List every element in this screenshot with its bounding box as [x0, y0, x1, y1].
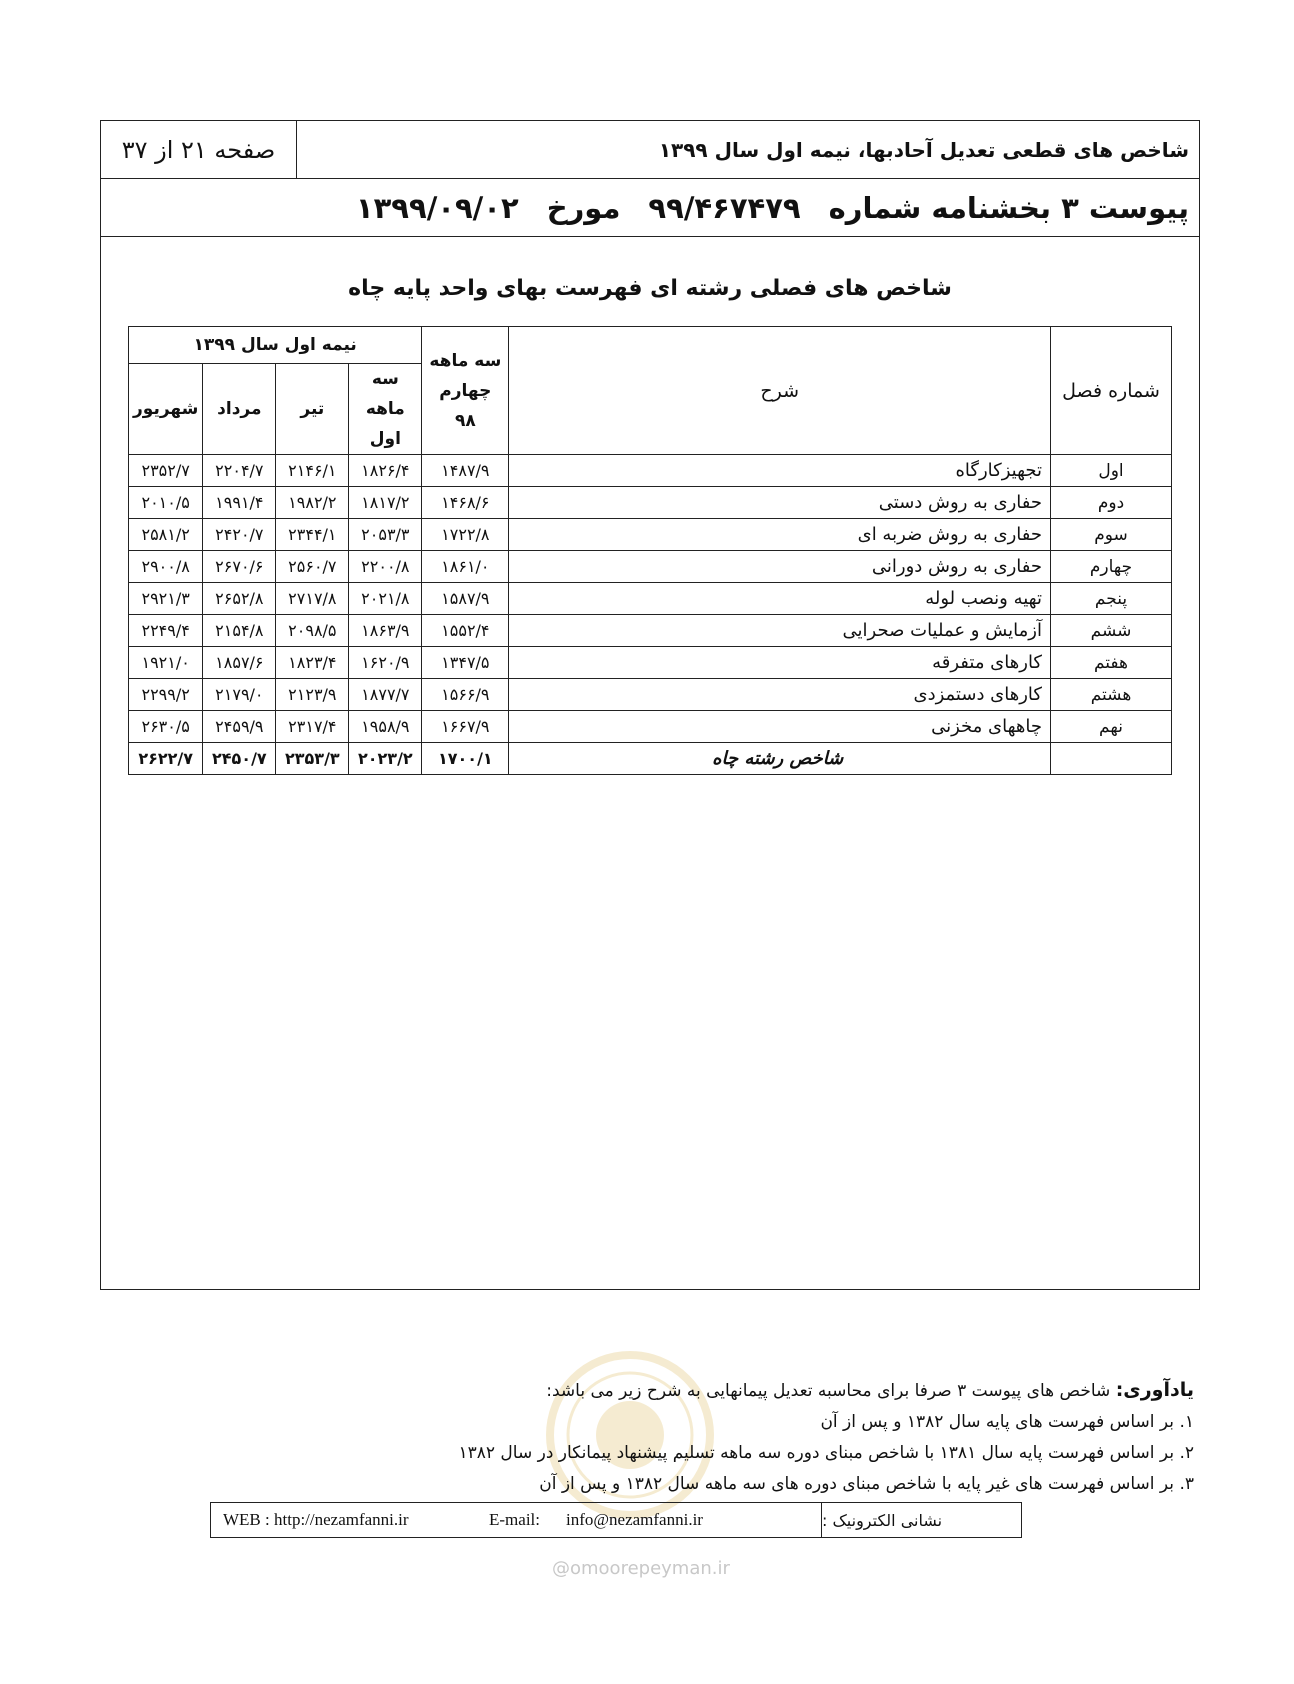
header-q1: سه ماهه اول — [349, 364, 422, 455]
row-description: تهیه ونصب لوله — [509, 583, 1051, 615]
row-shahrivar: ۲۹۰۰/۸ — [129, 551, 203, 583]
note-item-2: ۲. بر اساس فهرست پایه سال ۱۳۸۱ با شاخص مبنای دوره سه ماهه تسلیم پیشنهاد پیمانکار در سال ۱۳۸۲ — [458, 1443, 1194, 1463]
watermark-text: @omoorepeyman.ir — [552, 1558, 730, 1579]
row-q1: ۲۰۲۱/۸ — [349, 583, 422, 615]
row-q1: ۱۸۷۷/۷ — [349, 679, 422, 711]
row-mordad: ۲۴۵۹/۹ — [203, 711, 276, 743]
row-mordad: ۲۶۵۲/۸ — [203, 583, 276, 615]
row-mordad: ۲۱۷۹/۰ — [203, 679, 276, 711]
row-chapter: دوم — [1051, 487, 1172, 519]
row-chapter: اول — [1051, 455, 1172, 487]
row-mordad: ۲۶۷۰/۶ — [203, 551, 276, 583]
notes-lead: یادآوری: — [1115, 1379, 1194, 1401]
row-q4-98: ۱۴۸۷/۹ — [422, 455, 509, 487]
table-row — [129, 487, 1172, 519]
row-q1: ۱۶۲۰/۹ — [349, 647, 422, 679]
row-mordad: ۱۹۹۱/۴ — [203, 487, 276, 519]
row-tir: ۲۱۲۳/۹ — [276, 679, 349, 711]
header-description: شرح — [509, 327, 1051, 455]
row-chapter: سوم — [1051, 519, 1172, 551]
row-mordad: ۲۱۵۴/۸ — [203, 615, 276, 647]
row-description: حفاری به روش دستی — [509, 487, 1051, 519]
row-q1: ۱۹۵۸/۹ — [349, 711, 422, 743]
appendix-header — [101, 179, 1199, 237]
row-shahrivar: ۲۰۱۰/۵ — [129, 487, 203, 519]
row-q4-98: ۱۵۶۶/۹ — [422, 679, 509, 711]
row-q4-98: ۱۵۵۲/۴ — [422, 615, 509, 647]
header-tir: تیر — [276, 364, 349, 455]
total-shahrivar: ۲۶۲۲/۷ — [129, 743, 203, 775]
total-q1: ۲۰۲۳/۲ — [349, 743, 422, 775]
row-shahrivar: ۲۶۳۰/۵ — [129, 711, 203, 743]
notes-intro: شاخص های پیوست ۳ صرفا برای محاسبه تعدیل پیمانهایی به شرح زیر می باشد: — [546, 1381, 1111, 1401]
table-row — [129, 551, 1172, 583]
row-tir: ۱۹۸۲/۲ — [276, 487, 349, 519]
row-chapter: پنجم — [1051, 583, 1172, 615]
row-mordad: ۱۸۵۷/۶ — [203, 647, 276, 679]
letter-number: ۹۹/۴۶۷۴۷۹ — [648, 190, 801, 225]
row-chapter: نهم — [1051, 711, 1172, 743]
header-half-year: نیمه اول سال ۱۳۹۹ — [129, 327, 422, 364]
email-label: E-mail: — [489, 1510, 540, 1529]
header-chapter: شماره فصل — [1051, 327, 1172, 455]
total-q4: ۱۷۰۰/۱ — [422, 743, 509, 775]
table-row — [129, 519, 1172, 551]
row-chapter: هفتم — [1051, 647, 1172, 679]
header-row-1 — [101, 121, 1199, 179]
table-row — [129, 615, 1172, 647]
email-link[interactable]: info@nezamfanni.ir — [566, 1510, 703, 1529]
row-mordad: ۲۴۲۰/۷ — [203, 519, 276, 551]
row-q4-98: ۱۳۴۷/۵ — [422, 647, 509, 679]
total-row — [129, 743, 1172, 775]
letter-date: ۱۳۹۹/۰۹/۰۲ — [355, 190, 519, 225]
total-tir: ۲۳۵۳/۳ — [276, 743, 349, 775]
notes-section — [434, 1375, 1194, 1500]
header-q4-98: سه ماهه چهارم ۹۸ — [422, 327, 509, 455]
note-item-1: ۱. بر اساس فهرست های پایه سال ۱۳۸۲ و پس از آن — [820, 1412, 1194, 1432]
row-shahrivar: ۱۹۲۱/۰ — [129, 647, 203, 679]
row-q1: ۱۸۲۶/۴ — [349, 455, 422, 487]
row-q1: ۱۸۶۳/۹ — [349, 615, 422, 647]
header-shahrivar: شهریور — [129, 364, 203, 455]
row-chapter: چهارم — [1051, 551, 1172, 583]
row-q4-98: ۱۵۸۷/۹ — [422, 583, 509, 615]
row-shahrivar: ۲۵۸۱/۲ — [129, 519, 203, 551]
row-q4-98: ۱۶۶۷/۹ — [422, 711, 509, 743]
row-tir: ۲۰۹۸/۵ — [276, 615, 349, 647]
page-number: صفحه ۲۱ از ۳۷ — [101, 121, 297, 178]
row-chapter: ششم — [1051, 615, 1172, 647]
table-row — [129, 455, 1172, 487]
notes-intro-line — [434, 1375, 1194, 1407]
row-tir: ۲۳۴۴/۱ — [276, 519, 349, 551]
row-q1: ۲۲۰۰/۸ — [349, 551, 422, 583]
table-row — [129, 583, 1172, 615]
row-description: کارهای دستمزدی — [509, 679, 1051, 711]
row-chapter: هشتم — [1051, 679, 1172, 711]
row-q4-98: ۱۷۲۲/۸ — [422, 519, 509, 551]
row-tir: ۱۸۲۳/۴ — [276, 647, 349, 679]
table-row — [129, 711, 1172, 743]
row-shahrivar: ۲۹۲۱/۳ — [129, 583, 203, 615]
index-table — [128, 326, 1172, 775]
row-mordad: ۲۲۰۴/۷ — [203, 455, 276, 487]
contact-box — [210, 1502, 1022, 1538]
row-description: حفاری به روش دورانی — [509, 551, 1051, 583]
total-label: شاخص رشته چاه — [509, 743, 1051, 775]
table-row — [129, 679, 1172, 711]
row-shahrivar: ۲۳۵۲/۷ — [129, 455, 203, 487]
document-frame — [100, 120, 1200, 1290]
row-description: چاههای مخزنی — [509, 711, 1051, 743]
total-chapter-cell — [1051, 743, 1172, 775]
table-row — [129, 647, 1172, 679]
row-q1: ۲۰۵۳/۳ — [349, 519, 422, 551]
row-tir: ۲۱۴۶/۱ — [276, 455, 349, 487]
row-q1: ۱۸۱۷/۲ — [349, 487, 422, 519]
note-item-3: ۳. بر اساس فهرست های غیر پایه با شاخص مبنای دوره های سه ماهه سال ۱۳۸۲ و پس از آن — [539, 1474, 1194, 1494]
contact-label: نشانی الکترونیک : — [821, 1503, 1021, 1537]
row-tir: ۲۷۱۷/۸ — [276, 583, 349, 615]
row-tir: ۲۵۶۰/۷ — [276, 551, 349, 583]
appendix-label: پیوست ۳ بخشنامه شماره — [828, 190, 1189, 225]
row-description: آزمایش و عملیات صحرایی — [509, 615, 1051, 647]
row-description: حفاری به روش ضربه ای — [509, 519, 1051, 551]
dated-label: مورخ — [546, 190, 621, 225]
row-description: کارهای متفرقه — [509, 647, 1051, 679]
web-link[interactable]: WEB : http://nezamfanni.ir — [223, 1510, 409, 1529]
table-title: شاخص های فصلی رشته ای فهرست بهای واحد پایه چاه — [348, 276, 952, 301]
doc-title: شاخص های قطعی تعدیل آحادبها، نیمه اول سال ۱۳۹۹ — [658, 137, 1189, 162]
row-q4-98: ۱۴۶۸/۶ — [422, 487, 509, 519]
header-mordad: مرداد — [203, 364, 276, 455]
row-description: تجهیزکارگاه — [509, 455, 1051, 487]
row-q4-98: ۱۸۶۱/۰ — [422, 551, 509, 583]
row-shahrivar: ۲۲۴۹/۴ — [129, 615, 203, 647]
row-tir: ۲۳۱۷/۴ — [276, 711, 349, 743]
total-mordad: ۲۴۵۰/۷ — [203, 743, 276, 775]
row-shahrivar: ۲۲۹۹/۲ — [129, 679, 203, 711]
